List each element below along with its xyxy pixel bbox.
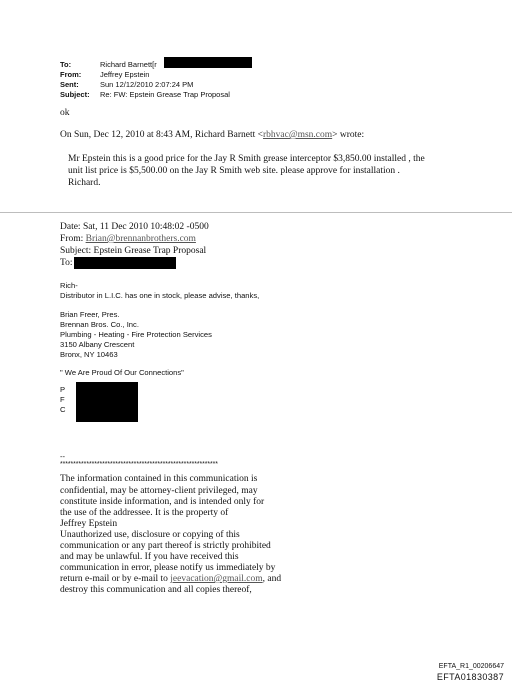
header-to [60,60,157,69]
disclaimer-line-8: and may be unlawful. If you have received this [60,552,239,562]
disclaimer-line-3: constitute inside information, and is intended only for [60,497,265,507]
fax-label: F [60,395,65,404]
quote-suffix: > wrote: [332,130,365,140]
disclaimer-email-link[interactable]: jeevacation@gmail.com [170,574,263,584]
disclaimer-line-1: The information contained in this communication is [60,474,258,484]
disclaimer-line-10 [60,574,281,584]
cell-label: C [60,405,66,414]
signature-name: Brian Freer, Pres. [60,310,120,319]
section-divider [0,212,512,213]
disclaimer-line-4: the use of the addressee. It is the property of [60,508,229,518]
sent-value: Sun 12/12/2010 2:07:24 PM [100,80,194,89]
quote-email-link[interactable]: rbhvac@msn.com [262,130,333,140]
disclaimer-line-11: destroy this communication and all copies thereof, [60,585,252,595]
header-subject [60,90,230,99]
signature-motto: " We Are Proud Of Our Connections" [60,368,184,377]
disclaimer-line-9: communication in error, please notify us immediately by [60,563,276,573]
quote-prefix: On Sun, Dec 12, 2010 at 8:43 AM, Richard Barnett < [60,130,263,140]
forward-body: Distributor in L.I.C. has one in stock, please advise, thanks, [60,291,260,300]
header-sent [60,80,193,89]
to-label: To: [60,60,72,69]
quote-header [60,130,364,140]
disclaimer-line-7: communication or any part thereof is strictly prohibited [60,541,271,551]
redaction-block [76,382,138,422]
header-from [60,70,149,79]
signature-services: Plumbing - Heating - Fire Protection Services [60,330,212,339]
forward-from-email-link[interactable]: Brian@brennanbrothers.com [85,234,196,244]
signature-address: 3150 Albany Crescent [60,340,135,349]
stars-divider: ************************************************************ [60,461,218,468]
sent-label: Sent: [60,80,79,89]
signature-dashes: -- [60,452,66,461]
disclaimer-line-2: confidential, may be attorney-client privileged, may [60,486,258,496]
disclaimer-line-5: Jeffrey Epstein [60,519,118,529]
subject-label: Subject: [60,90,90,99]
forward-from-label: From: [60,234,86,244]
forward-subject: Subject: Epstein Grease Trap Proposal [60,246,207,256]
forward-to-label: To: [60,258,73,268]
document-id-1: EFTA_R1_00206647 [438,663,504,670]
to-value: Richard Barnett[r [100,60,157,69]
quoted-line-1: Mr Epstein this is a good price for the Jay R Smith grease interceptor $3,850.00 installed , the [68,154,425,164]
signature-company: Brennan Bros. Co., Inc. [60,320,139,329]
from-label: From: [60,70,82,79]
redaction-block [164,57,252,68]
signature-city: Bronx, NY 10463 [60,350,118,359]
document-id-2: EFTA01830387 [436,672,504,682]
disclaimer-line-10-suffix: , and [262,574,282,584]
reply-body: ok [60,108,70,118]
forward-greeting: Rich- [60,281,78,290]
quoted-line-2: unit list price is $5,500.00 on the Jay R Smith web site. please approve for installation . [68,166,400,176]
subject-value: Re: FW: Epstein Grease Trap Proposal [100,90,230,99]
redaction-block [74,257,176,269]
forward-from [60,234,196,244]
disclaimer-line-6: Unauthorized use, disclosure or copying of this [60,530,240,540]
phone-label: P [60,385,66,394]
forward-date: Date: Sat, 11 Dec 2010 10:48:02 -0500 [60,222,209,232]
quoted-line-3: Richard. [68,178,101,188]
disclaimer-line-10-text: return e-mail or by e-mail to [60,574,171,584]
from-value: Jeffrey Epstein [100,70,150,79]
